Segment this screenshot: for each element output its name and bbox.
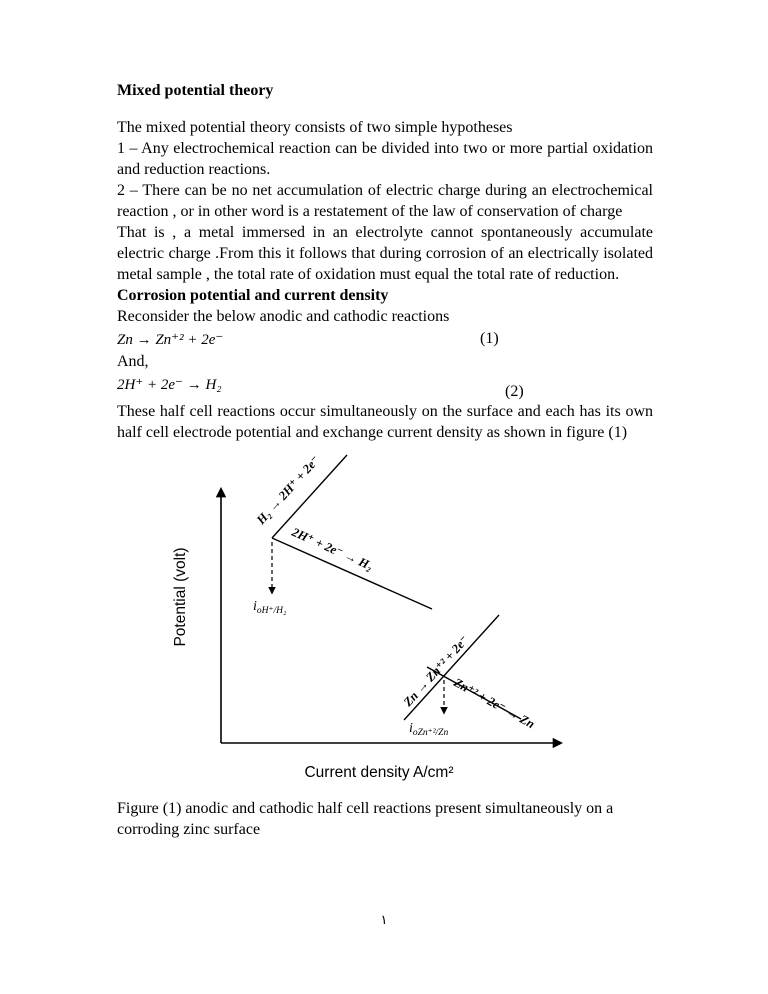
hypothesis-1: 1 – Any electrochemical reaction can be divided into two or more partial oxidation and reduction reactions. — [117, 140, 653, 178]
paragraph-intro: The mixed potential theory consists of two simple hypotheses — [117, 119, 513, 136]
hydrogen-cathodic-reaction-label: 2H⁺ + 2e⁻ → H₂ — [289, 524, 376, 574]
hydrogen-anodic-reaction-label: H₂ → 2H⁺ + 2e⁻ — [253, 452, 323, 528]
evans-diagram-plot — [169, 447, 609, 792]
equation-1-row — [117, 330, 653, 351]
and-label: And, — [117, 353, 149, 370]
equation-2-row — [117, 375, 653, 401]
equation-1-expression: Zn → Zn⁺² + 2e⁻ — [117, 332, 224, 348]
hydrogen-cathodic-line — [272, 538, 432, 609]
equation-1-number: (1) — [480, 330, 499, 347]
paragraph-half-cell: These half cell reactions occur simultaneously on the surface and each has its own half cell electrode potential and exchange current density as shown in figure (1) — [117, 403, 653, 441]
exchange-current-symbol: i — [409, 721, 413, 736]
figure-1-evans-diagram — [169, 447, 653, 792]
equation-2-number: (2) — [505, 383, 524, 400]
section-heading-mixed-potential-theory: Mixed potential theory — [117, 82, 274, 99]
paragraph-reconsider: Reconsider the below anodic and cathodic reactions — [117, 308, 450, 325]
hypothesis-2: 2 – There can be no net accumulation of electric charge during an electrochemical reaction , or in other word is a restatement of the law of conservation of charge — [117, 182, 653, 220]
x-axis-title: Current density A/cm² — [304, 764, 454, 781]
text-column — [117, 80, 653, 840]
paragraph-explanation: That is , a metal immersed in an electrolyte cannot spontaneously accumulate electric charge .From this it follows that during corrosion of an electrically isolated metal sample , the total rate of oxidation must equal the total rate of reduction. — [117, 224, 653, 283]
section-heading-corrosion-potential: Corrosion potential and current density — [117, 287, 389, 304]
exchange-current-symbol: i — [253, 599, 257, 614]
equation-2-expression: 2H⁺ + 2e⁻ → H₂ — [117, 377, 222, 393]
page-number: ١ — [380, 912, 388, 927]
spacer — [117, 101, 653, 117]
exchange-current-subscript: oH⁺/H₂ — [256, 606, 287, 616]
zinc-cathodic-reaction-label: Zn⁺² + 2e⁻ → Zn — [451, 675, 538, 732]
zinc-anodic-reaction-label: Zn → Zn⁺² + 2e⁻ — [400, 632, 472, 710]
hydrogen-exchange-current-label — [253, 599, 287, 616]
exchange-current-subscript: oZn⁺²/Zn — [412, 728, 449, 738]
figure-caption: Figure (1) anodic and cathodic half cell reactions present simultaneously on a corroding zinc surface — [117, 800, 614, 838]
y-axis-title: Potential (volt) — [172, 547, 189, 647]
zinc-exchange-current-label — [409, 721, 448, 738]
